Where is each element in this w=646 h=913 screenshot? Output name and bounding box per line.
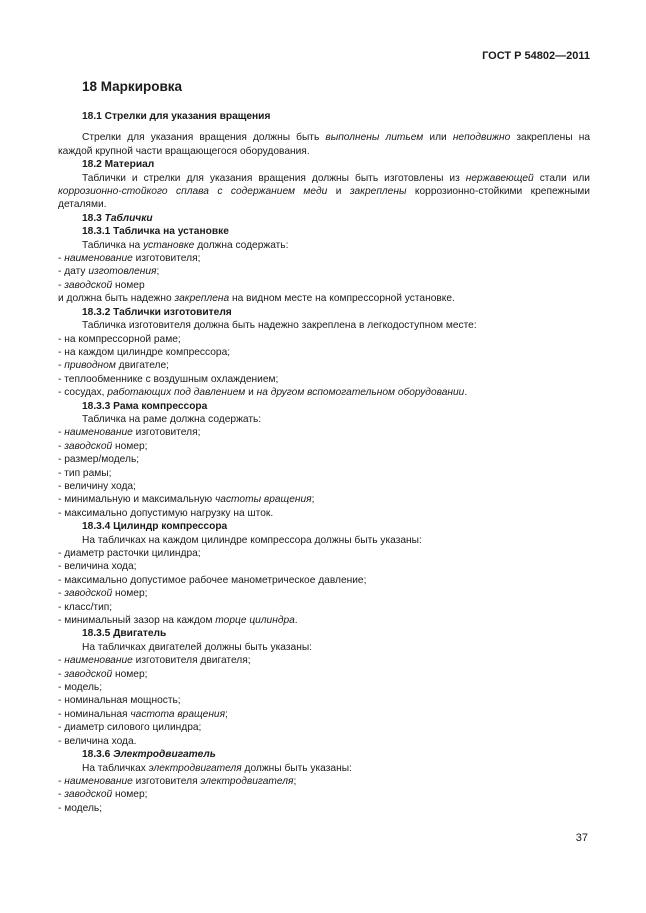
heading-18-3-4: 18.3.4 Цилиндр компрессора (82, 521, 228, 533)
list-item: - номинальная частота вращения; (58, 708, 228, 720)
list-item: - сосудах, работающих под давлением и на другом вспомогательном оборудовании. (58, 387, 468, 399)
heading-18-1: 18.1 Стрелки для указания вращения (82, 111, 271, 122)
document-id: ГОСТ Р 54802—2011 (482, 50, 590, 62)
list-item: - тип рамы; (58, 467, 112, 479)
heading-18-3: 18.3 Таблички (82, 212, 153, 224)
list-item: - на каждом цилиндре компрессора; (58, 346, 231, 358)
list-item: - заводской номер (58, 279, 145, 291)
list-item: - класс/тип; (58, 601, 113, 613)
heading-18-3-3: 18.3.3 Рама компрессора (82, 400, 208, 412)
list-item: - приводном двигателе; (58, 360, 169, 372)
list-item: - наименование изготовителя; (58, 253, 201, 265)
list-item: - наименование изготовителя электродвигателя; (58, 775, 297, 787)
list-item: - заводской номер; (58, 588, 148, 600)
list-intro: На табличках электродвигателя должны быть указаны: (82, 762, 352, 774)
list-item: - номинальная мощность; (58, 695, 181, 707)
list-item: - максимально допустимое рабочее манометрическое давление; (58, 574, 367, 586)
list-item: - минимальный зазор на каждом торце цилиндра. (58, 615, 298, 627)
heading-18-2: 18.2 Материал (82, 159, 155, 171)
heading-18-3-6: 18.3.6 Электродвигатель (82, 749, 216, 761)
list-item: - наименование изготовителя двигателя; (58, 655, 251, 667)
page-body (58, 78, 590, 815)
list-item: - наименование изготовителя; (58, 427, 201, 439)
heading-18-3-5: 18.3.5 Двигатель (82, 628, 167, 640)
list-item: - величину хода; (58, 480, 136, 492)
list-intro: На табличках на каждом цилиндре компрессора должны быть указаны: (82, 534, 422, 546)
list-item: - величина хода. (58, 735, 137, 747)
list-item: - размер/модель; (58, 454, 140, 466)
list-item: - заводской номер; (58, 440, 148, 452)
section-title: 18 Маркировка (82, 79, 183, 94)
page-number: 37 (575, 832, 588, 844)
list-intro: На табличках двигателей должны быть указаны: (82, 641, 312, 653)
list-item: - диаметр силового цилиндра; (58, 722, 202, 734)
list-intro: Табличка изготовителя должна быть надежно закреплена в легкодоступном месте: (82, 320, 477, 332)
heading-18-3-1: 18.3.1 Табличка на установке (82, 226, 229, 238)
list-item: - дату изготовления; (58, 266, 160, 278)
list-item: - величина хода; (58, 561, 137, 573)
heading-18-3-2: 18.3.2 Таблички изготовителя (82, 306, 232, 318)
paragraph-18-2: Таблички и стрелки для указания вращения должны быть изготовлены из нержавеющей стали или коррозионно-стойкого сплава с содержанием меди и закреплены коррозионно-стойкими крепежными деталями. (58, 172, 590, 211)
list-item: - модель; (58, 682, 103, 694)
list-item: - диаметр расточки цилиндра; (58, 548, 201, 559)
list-item: - заводской номер; (58, 789, 148, 801)
list-item: - на компрессорной раме; (58, 333, 181, 345)
list-intro: Табличка на раме должна содержать: (82, 413, 262, 425)
list-item: - заводской номер; (58, 668, 148, 680)
list-tail: и должна быть надежно закреплена на видном месте на компрессорной установке. (58, 293, 455, 305)
list-item: - минимальную и максимальную частоты вращения; (58, 494, 315, 506)
list-item: - максимально допустимую нагрузку на шток. (58, 507, 274, 519)
list-item: - модель; (58, 802, 103, 814)
paragraph-18-1: Стрелки для указания вращения должны быть выполнены литьем или неподвижно закреплены на каждой крупной части вращающегося оборудования. (58, 132, 590, 157)
list-item: - теплообменнике с воздушным охлаждением; (58, 373, 279, 385)
list-intro: Табличка на установке должна содержать: (82, 239, 289, 251)
